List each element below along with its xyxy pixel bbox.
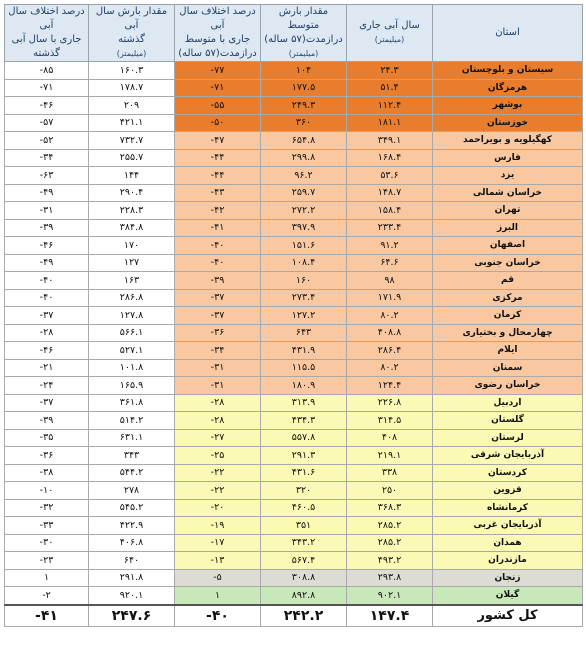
cell-province: کردستان	[433, 464, 583, 482]
cell-diff-last-year: -۳۹	[5, 412, 89, 430]
cell-last-year: ۵۱۴.۲	[89, 412, 175, 430]
table-row	[5, 324, 583, 342]
cell-longterm-average: ۲۴۹.۳	[261, 97, 347, 115]
table-row	[5, 517, 583, 535]
cell-last-year: ۵۴۵.۲	[89, 499, 175, 517]
cell-province: گیلان	[433, 587, 583, 605]
cell-last-year: ۱۰۱.۸	[89, 359, 175, 377]
total-cell-province: کل کشور	[433, 605, 583, 627]
table-row	[5, 342, 583, 360]
cell-last-year: ۴۰۶.۸	[89, 534, 175, 552]
table-row	[5, 359, 583, 377]
cell-longterm-average: ۱۱۵.۵	[261, 359, 347, 377]
cell-diff-last-year: -۴۹	[5, 254, 89, 272]
cell-diff-longterm: -۳۱	[175, 377, 261, 395]
cell-province: تهران	[433, 202, 583, 220]
cell-last-year: ۳۴۳	[89, 447, 175, 465]
cell-province: چهارمحال و بختیاری	[433, 324, 583, 342]
table-row	[5, 499, 583, 517]
cell-diff-last-year: -۲۸	[5, 324, 89, 342]
cell-diff-longterm: -۴۲	[175, 202, 261, 220]
cell-province: سمنان	[433, 359, 583, 377]
total-cell-longterm-average: ۲۴۲.۲	[261, 605, 347, 627]
cell-last-year: ۱۴۴	[89, 167, 175, 185]
cell-diff-longterm: -۴۴	[175, 149, 261, 167]
cell-diff-longterm: ۱	[175, 587, 261, 605]
cell-longterm-average: ۱۲۷.۲	[261, 307, 347, 325]
cell-longterm-average: ۱۸۰.۹	[261, 377, 347, 395]
cell-province: زنجان	[433, 569, 583, 587]
cell-current-year: ۴۰۸	[347, 429, 433, 447]
cell-last-year: ۳۸۴.۸	[89, 219, 175, 237]
cell-current-year: ۶۴.۶	[347, 254, 433, 272]
cell-diff-longterm: -۲۵	[175, 447, 261, 465]
cell-diff-longterm: -۳۱	[175, 359, 261, 377]
cell-longterm-average: ۳۴۳.۲	[261, 534, 347, 552]
cell-province: قزوین	[433, 482, 583, 500]
cell-current-year: ۳۱۴.۵	[347, 412, 433, 430]
table-row	[5, 132, 583, 150]
cell-last-year: ۱۶۵.۹	[89, 377, 175, 395]
cell-province: مرکزی	[433, 289, 583, 307]
cell-last-year: ۲۹۱.۸	[89, 569, 175, 587]
cell-current-year: ۱۶۸.۴	[347, 149, 433, 167]
cell-current-year: ۲۴.۳	[347, 62, 433, 80]
cell-last-year: ۴۲۲.۹	[89, 517, 175, 535]
cell-longterm-average: ۴۳۱.۶	[261, 464, 347, 482]
header-current-year: سال آبی جاری (میلیمتر)	[347, 5, 433, 62]
cell-diff-longterm: -۷۱	[175, 79, 261, 97]
cell-longterm-average: ۳۱۳.۹	[261, 394, 347, 412]
table-row	[5, 552, 583, 570]
cell-diff-last-year: -۳۱	[5, 202, 89, 220]
total-cell-diff-longterm: -۴۰	[175, 605, 261, 627]
cell-current-year: ۲۸۵.۲	[347, 534, 433, 552]
cell-longterm-average: ۶۵۴.۸	[261, 132, 347, 150]
rainfall-comparison-table	[4, 4, 583, 627]
cell-province: خراسان شمالی	[433, 184, 583, 202]
cell-current-year: ۸۰.۲	[347, 307, 433, 325]
table-row	[5, 219, 583, 237]
cell-last-year: ۱۶۳	[89, 272, 175, 290]
cell-last-year: ۲۷۸	[89, 482, 175, 500]
header-diff-longterm: درصد اختلاف سال آبی جاری با متوسط درازمدت(۵۷ ساله)	[175, 5, 261, 62]
cell-longterm-average: ۳۲۰	[261, 482, 347, 500]
rainfall-table-container	[4, 4, 582, 627]
table-row	[5, 394, 583, 412]
cell-current-year: ۹۸	[347, 272, 433, 290]
cell-diff-last-year: -۳۷	[5, 394, 89, 412]
cell-diff-last-year: -۲۴	[5, 377, 89, 395]
cell-last-year: ۶۳۱.۱	[89, 429, 175, 447]
cell-diff-last-year: ۱	[5, 569, 89, 587]
cell-diff-longterm: -۲۸	[175, 394, 261, 412]
cell-diff-longterm: -۳۶	[175, 324, 261, 342]
total-row	[5, 605, 583, 627]
table-row	[5, 307, 583, 325]
cell-current-year: ۳۶۸.۳	[347, 499, 433, 517]
cell-province: قم	[433, 272, 583, 290]
total-cell-current-year: ۱۴۷.۴	[347, 605, 433, 627]
table-row	[5, 482, 583, 500]
cell-diff-last-year: -۳۵	[5, 429, 89, 447]
cell-last-year: ۱۶۰.۳	[89, 62, 175, 80]
table-row	[5, 149, 583, 167]
header-last-year: مقدار بارش سال آبی گذشته (میلیمتر)	[89, 5, 175, 62]
table-row	[5, 429, 583, 447]
cell-diff-longterm: -۲۲	[175, 482, 261, 500]
table-row	[5, 289, 583, 307]
total-cell-last-year: ۲۴۷.۶	[89, 605, 175, 627]
cell-last-year: ۵۲۷.۱	[89, 342, 175, 360]
cell-longterm-average: ۵۵۷.۸	[261, 429, 347, 447]
cell-province: همدان	[433, 534, 583, 552]
cell-longterm-average: ۸۹۲.۸	[261, 587, 347, 605]
cell-current-year: ۳۴۹.۱	[347, 132, 433, 150]
cell-diff-longterm: -۴۰	[175, 254, 261, 272]
cell-province: لرستان	[433, 429, 583, 447]
cell-diff-last-year: -۱۰	[5, 482, 89, 500]
cell-diff-last-year: -۶۳	[5, 167, 89, 185]
cell-current-year: ۴۰۸.۸	[347, 324, 433, 342]
cell-longterm-average: ۱۰۴	[261, 62, 347, 80]
cell-diff-last-year: -۳۳	[5, 517, 89, 535]
cell-diff-longterm: -۱۹	[175, 517, 261, 535]
cell-diff-last-year: -۴۶	[5, 237, 89, 255]
cell-diff-longterm: -۱۳	[175, 552, 261, 570]
cell-diff-last-year: -۲۱	[5, 359, 89, 377]
cell-province: یزد	[433, 167, 583, 185]
cell-longterm-average: ۴۳۱.۹	[261, 342, 347, 360]
table-row	[5, 237, 583, 255]
cell-last-year: ۵۶۶.۱	[89, 324, 175, 342]
cell-longterm-average: ۲۵۹.۷	[261, 184, 347, 202]
cell-diff-last-year: -۵۷	[5, 114, 89, 132]
cell-longterm-average: ۳۹۷.۹	[261, 219, 347, 237]
table-row	[5, 447, 583, 465]
cell-current-year: ۴۹۳.۲	[347, 552, 433, 570]
cell-last-year: ۷۳۲.۷	[89, 132, 175, 150]
table-body	[5, 62, 583, 627]
table-row	[5, 79, 583, 97]
cell-current-year: ۲۸۶.۴	[347, 342, 433, 360]
cell-diff-last-year: -۲	[5, 587, 89, 605]
cell-diff-last-year: -۵۲	[5, 132, 89, 150]
cell-current-year: ۱۸۱.۱	[347, 114, 433, 132]
cell-longterm-average: ۵۶۷.۴	[261, 552, 347, 570]
cell-diff-longterm: -۴۴	[175, 167, 261, 185]
cell-province: خوزستان	[433, 114, 583, 132]
header-longterm-average: مقدار بارش متوسط درازمدت(۵۷ ساله) (میلیمتر)	[261, 5, 347, 62]
cell-province: خراسان جنوبی	[433, 254, 583, 272]
cell-current-year: ۲۱۹.۱	[347, 447, 433, 465]
cell-diff-longterm: -۲۷	[175, 429, 261, 447]
cell-current-year: ۲۵۰	[347, 482, 433, 500]
cell-last-year: ۵۴۴.۲	[89, 464, 175, 482]
cell-current-year: ۲۳۳.۴	[347, 219, 433, 237]
cell-longterm-average: ۲۹۹.۸	[261, 149, 347, 167]
cell-province: مازندران	[433, 552, 583, 570]
cell-diff-last-year: -۴۹	[5, 184, 89, 202]
header-diff-last-year: درصد اختلاف سال آبی جاری با سال آبی گذشته	[5, 5, 89, 62]
cell-current-year: ۱۷۱.۹	[347, 289, 433, 307]
cell-diff-last-year: -۳۴	[5, 149, 89, 167]
cell-diff-longterm: -۵۵	[175, 97, 261, 115]
cell-diff-last-year: -۳۸	[5, 464, 89, 482]
cell-last-year: ۲۰۹	[89, 97, 175, 115]
table-row	[5, 377, 583, 395]
cell-last-year: ۶۴۰	[89, 552, 175, 570]
cell-longterm-average: ۲۹۱.۳	[261, 447, 347, 465]
cell-longterm-average: ۱۶۰	[261, 272, 347, 290]
cell-province: آذربایجان شرقی	[433, 447, 583, 465]
cell-diff-longterm: -۳۷	[175, 289, 261, 307]
cell-current-year: ۵۳.۶	[347, 167, 433, 185]
cell-diff-longterm: -۲۰	[175, 499, 261, 517]
cell-longterm-average: ۳۰۸.۸	[261, 569, 347, 587]
cell-last-year: ۱۲۷	[89, 254, 175, 272]
cell-longterm-average: ۳۵۱	[261, 517, 347, 535]
cell-diff-last-year: -۳۰	[5, 534, 89, 552]
cell-current-year: ۳۳۸	[347, 464, 433, 482]
cell-current-year: ۱۲۴.۴	[347, 377, 433, 395]
cell-province: سیستان و بلوچستان	[433, 62, 583, 80]
cell-longterm-average: ۲۷۳.۴	[261, 289, 347, 307]
cell-diff-last-year: -۴۰	[5, 272, 89, 290]
cell-province: بوشهر	[433, 97, 583, 115]
total-cell-diff-last-year: -۴۱	[5, 605, 89, 627]
table-row	[5, 97, 583, 115]
cell-current-year: ۱۱۲.۴	[347, 97, 433, 115]
cell-longterm-average: ۴۶۰.۵	[261, 499, 347, 517]
cell-current-year: ۹۱.۲	[347, 237, 433, 255]
cell-province: ایلام	[433, 342, 583, 360]
cell-diff-longterm: -۵	[175, 569, 261, 587]
cell-diff-last-year: -۲۳	[5, 552, 89, 570]
table-row	[5, 114, 583, 132]
cell-province: اردبیل	[433, 394, 583, 412]
cell-diff-longterm: -۳۹	[175, 272, 261, 290]
table-row	[5, 464, 583, 482]
cell-current-year: ۱۵۸.۴	[347, 202, 433, 220]
table-row	[5, 184, 583, 202]
table-row	[5, 569, 583, 587]
table-header-row	[5, 5, 583, 62]
cell-longterm-average: ۹۶.۲	[261, 167, 347, 185]
cell-current-year: ۲۹۳.۸	[347, 569, 433, 587]
cell-diff-longterm: -۴۷	[175, 132, 261, 150]
cell-diff-longterm: -۳۷	[175, 307, 261, 325]
cell-diff-last-year: -۳۷	[5, 307, 89, 325]
header-province: استان	[433, 5, 583, 62]
cell-diff-longterm: -۱۷	[175, 534, 261, 552]
cell-longterm-average: ۱۵۱.۶	[261, 237, 347, 255]
cell-current-year: ۸۰.۲	[347, 359, 433, 377]
cell-diff-last-year: -۴۰	[5, 289, 89, 307]
cell-last-year: ۳۶۱.۸	[89, 394, 175, 412]
cell-last-year: ۲۹۰.۴	[89, 184, 175, 202]
cell-province: هرمزگان	[433, 79, 583, 97]
cell-last-year: ۱۷۰	[89, 237, 175, 255]
cell-last-year: ۲۲۸.۳	[89, 202, 175, 220]
cell-diff-longterm: -۴۰	[175, 237, 261, 255]
cell-diff-last-year: -۸۵	[5, 62, 89, 80]
cell-last-year: ۲۸۶.۸	[89, 289, 175, 307]
cell-longterm-average: ۴۳۴.۳	[261, 412, 347, 430]
cell-province: خراسان رضوی	[433, 377, 583, 395]
cell-current-year: ۹۰۲.۱	[347, 587, 433, 605]
cell-longterm-average: ۲۷۲.۲	[261, 202, 347, 220]
cell-last-year: ۱۲۷.۸	[89, 307, 175, 325]
cell-diff-longterm: -۲۸	[175, 412, 261, 430]
cell-last-year: ۲۵۵.۷	[89, 149, 175, 167]
cell-diff-longterm: -۵۰	[175, 114, 261, 132]
cell-longterm-average: ۱۰۸.۴	[261, 254, 347, 272]
cell-province: گلستان	[433, 412, 583, 430]
cell-province: کرمان	[433, 307, 583, 325]
cell-province: آذربایجان غربی	[433, 517, 583, 535]
cell-diff-last-year: -۷۱	[5, 79, 89, 97]
cell-longterm-average: ۳۶۰	[261, 114, 347, 132]
cell-province: اصفهان	[433, 237, 583, 255]
cell-diff-last-year: -۳۹	[5, 219, 89, 237]
cell-diff-longterm: -۴۱	[175, 219, 261, 237]
cell-diff-longterm: -۳۴	[175, 342, 261, 360]
cell-province: البرز	[433, 219, 583, 237]
cell-last-year: ۴۲۱.۱	[89, 114, 175, 132]
table-row	[5, 412, 583, 430]
cell-last-year: ۱۷۸.۷	[89, 79, 175, 97]
table-row	[5, 272, 583, 290]
table-row	[5, 62, 583, 80]
cell-current-year: ۵۱.۴	[347, 79, 433, 97]
table-row	[5, 167, 583, 185]
cell-diff-longterm: -۴۳	[175, 184, 261, 202]
cell-diff-last-year: -۳۶	[5, 447, 89, 465]
cell-province: کهگیلویه و بویراحمد	[433, 132, 583, 150]
table-row	[5, 202, 583, 220]
cell-diff-last-year: -۳۲	[5, 499, 89, 517]
table-row	[5, 587, 583, 605]
cell-current-year: ۱۴۸.۷	[347, 184, 433, 202]
table-row	[5, 254, 583, 272]
cell-province: فارس	[433, 149, 583, 167]
cell-diff-last-year: -۴۶	[5, 342, 89, 360]
cell-last-year: ۹۲۰.۱	[89, 587, 175, 605]
cell-longterm-average: ۶۴۳	[261, 324, 347, 342]
table-row	[5, 534, 583, 552]
cell-diff-last-year: -۴۶	[5, 97, 89, 115]
cell-diff-longterm: -۷۷	[175, 62, 261, 80]
cell-longterm-average: ۱۷۷.۵	[261, 79, 347, 97]
cell-diff-longterm: -۲۲	[175, 464, 261, 482]
cell-current-year: ۲۲۶.۸	[347, 394, 433, 412]
cell-province: کرمانشاه	[433, 499, 583, 517]
cell-current-year: ۲۸۵.۲	[347, 517, 433, 535]
